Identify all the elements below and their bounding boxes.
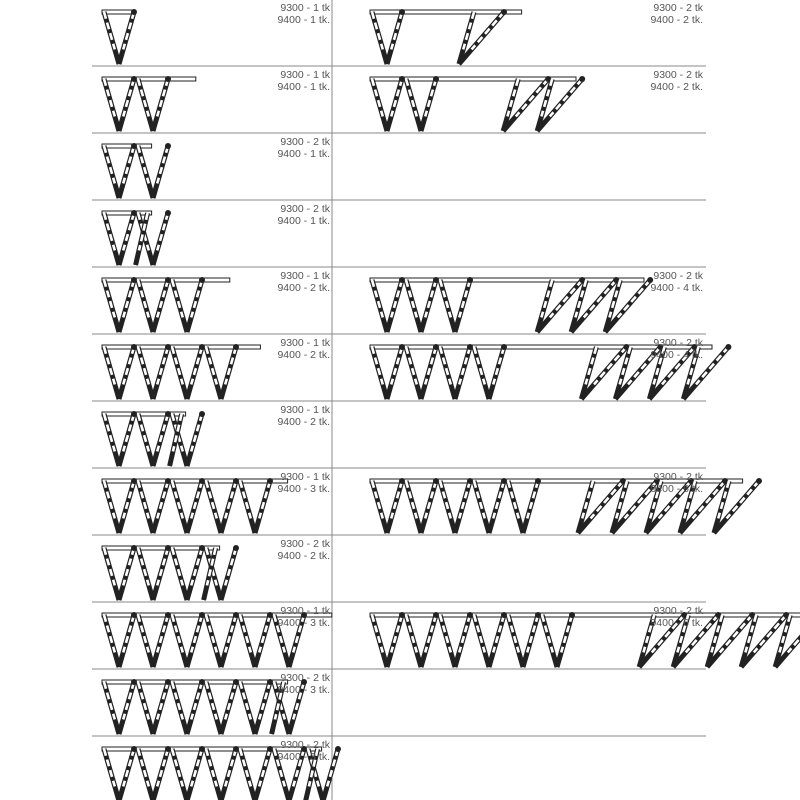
quantity-9400: 9400 - 2 tk.	[277, 349, 330, 361]
quantity-label-left-11	[277, 672, 330, 696]
leg-foot	[119, 786, 123, 800]
rack-diagram-left-8	[102, 478, 288, 533]
leg-foot	[153, 384, 157, 399]
leg-foot	[221, 585, 225, 600]
rail-clamp	[233, 545, 239, 551]
quantity-9400: 9400 - 3 tk.	[277, 751, 330, 763]
rail-clamp	[725, 344, 731, 350]
leg-foot	[255, 652, 259, 667]
quantity-9300: 9300 - 1 tk	[280, 270, 330, 282]
leg-foot	[153, 585, 157, 600]
rail-clamp	[267, 478, 273, 484]
quantity-9300: 9300 - 2 tk	[653, 270, 703, 282]
leg-foot	[455, 317, 459, 332]
leg-foot	[119, 518, 123, 533]
leg-foot	[119, 116, 123, 131]
leg-foot	[153, 250, 157, 265]
leg-foot	[187, 451, 191, 466]
leg-foot	[489, 518, 493, 533]
rail-clamp	[569, 612, 575, 618]
quantity-label-right-10	[650, 605, 703, 629]
quantity-label-right-6	[650, 337, 703, 361]
rail-clamp	[501, 9, 507, 15]
quantity-9300: 9300 - 2 tk	[280, 203, 330, 215]
quantity-label-right-1	[650, 2, 703, 26]
quantity-9400: 9400 - 6 tk.	[650, 617, 703, 629]
quantity-label-left-7	[277, 404, 330, 428]
rail-clamp	[199, 411, 205, 417]
quantity-label-left-6	[277, 337, 330, 361]
top-rail	[102, 144, 152, 148]
rail-clamp	[165, 143, 171, 149]
leg-foot	[221, 719, 225, 734]
leg-foot	[187, 518, 191, 533]
quantity-9400: 9400 - 2 tk.	[277, 416, 330, 428]
quantity-label-right-8	[650, 471, 703, 495]
rack-diagram-left-2	[102, 76, 196, 131]
quantity-9300: 9300 - 2 tk	[653, 2, 703, 14]
leg-foot	[421, 317, 425, 332]
leg-foot	[523, 652, 527, 667]
rack-diagram-right-8	[370, 478, 762, 533]
leg-foot	[119, 250, 123, 265]
quantity-9300: 9300 - 2 tk	[280, 672, 330, 684]
rail-clamp	[433, 76, 439, 82]
quantity-9300: 9300 - 2 tk	[280, 538, 330, 550]
quantity-label-left-10	[277, 605, 330, 629]
leg-foot	[221, 652, 225, 667]
quantity-9400: 9400 - 4 tk.	[650, 349, 703, 361]
rack-drawings	[102, 9, 800, 800]
quantity-9400: 9400 - 3 tk.	[277, 617, 330, 629]
quantity-9300: 9300 - 2 tk	[653, 471, 703, 483]
quantity-label-left-12	[277, 739, 330, 763]
quantity-9400: 9400 - 4 tk.	[650, 282, 703, 294]
rail-clamp	[579, 76, 585, 82]
leg-foot	[187, 652, 191, 667]
leg-foot	[421, 652, 425, 667]
top-rail	[102, 77, 196, 81]
leg-foot	[489, 652, 493, 667]
leg-foot	[455, 652, 459, 667]
quantity-9300: 9300 - 1 tk	[280, 2, 330, 14]
quantity-9300: 9300 - 2 tk	[653, 605, 703, 617]
leg-foot	[255, 786, 259, 800]
quantity-label-left-2	[277, 69, 330, 93]
leg-foot	[421, 116, 425, 131]
leg-foot	[119, 652, 123, 667]
rail-clamp	[535, 478, 541, 484]
quantity-9400: 9400 - 1 tk.	[277, 148, 330, 160]
rail-clamp	[165, 210, 171, 216]
top-rail	[102, 680, 288, 684]
leg-foot	[153, 317, 157, 332]
leg-foot	[153, 518, 157, 533]
rack-diagram-right-1	[370, 9, 522, 64]
leg-foot	[187, 384, 191, 399]
quantity-9400: 9400 - 3 tk.	[277, 483, 330, 495]
leg-foot	[387, 384, 391, 399]
rail-clamp	[199, 277, 205, 283]
quantity-label-right-2	[650, 69, 703, 93]
quantity-9300: 9300 - 1 tk	[280, 471, 330, 483]
rack-diagram-left-3	[102, 143, 171, 198]
leg-foot	[455, 384, 459, 399]
leg-foot	[153, 652, 157, 667]
leg-foot	[255, 518, 259, 533]
leg-foot	[387, 317, 391, 332]
leg-foot	[153, 451, 157, 466]
leg-foot	[119, 384, 123, 399]
quantity-9400: 9400 - 2 tk.	[277, 550, 330, 562]
rack-diagram-left-11	[102, 679, 307, 734]
leg-foot	[221, 384, 225, 399]
leg-foot	[289, 786, 293, 800]
rack-diagram-left-5	[102, 277, 230, 332]
quantity-9400: 9400 - 2 tk.	[650, 14, 703, 26]
quantity-9300: 9300 - 1 tk	[280, 404, 330, 416]
quantity-9300: 9300 - 1 tk	[280, 605, 330, 617]
leg-foot	[489, 384, 493, 399]
quantity-9300: 9300 - 2 tk	[280, 739, 330, 751]
leg-foot	[119, 317, 123, 332]
leg-foot	[119, 49, 123, 64]
leg-foot	[221, 786, 225, 800]
rail-clamp	[335, 746, 341, 752]
quantity-label-right-5	[650, 270, 703, 294]
quantity-label-left-9	[277, 538, 330, 562]
leg-foot	[289, 719, 293, 734]
leg-foot	[119, 585, 123, 600]
top-rail	[370, 278, 644, 282]
leg-foot	[187, 317, 191, 332]
rack-diagram-left-7	[102, 411, 205, 466]
leg-foot	[455, 518, 459, 533]
leg-foot	[153, 719, 157, 734]
quantity-label-left-8	[277, 471, 330, 495]
leg-foot	[523, 518, 527, 533]
top-rail	[370, 10, 522, 14]
leg-foot	[187, 786, 191, 800]
leg-foot	[387, 116, 391, 131]
quantity-9400: 9400 - 2 tk.	[277, 282, 330, 294]
leg-foot	[557, 652, 561, 667]
leg-foot	[187, 719, 191, 734]
rail-clamp	[233, 344, 239, 350]
quantity-label-left-1	[277, 2, 330, 26]
rack-diagram-right-10	[370, 612, 800, 667]
quantity-9400: 9400 - 1 tk.	[277, 14, 330, 26]
leg-foot	[153, 116, 157, 131]
leg-foot	[421, 518, 425, 533]
leg-foot	[387, 518, 391, 533]
rack-diagram-right-5	[370, 277, 653, 332]
rail-clamp	[131, 9, 137, 15]
leg-foot	[187, 585, 191, 600]
rail-clamp	[399, 9, 405, 15]
top-rail	[102, 479, 288, 483]
quantity-9300: 9300 - 2 tk	[280, 136, 330, 148]
rail-clamp	[165, 76, 171, 82]
leg-foot	[221, 518, 225, 533]
top-rail	[102, 211, 152, 215]
quantity-9400: 9400 - 1 tk.	[277, 81, 330, 93]
leg-foot	[119, 183, 123, 198]
rack-diagram-left-6	[102, 344, 260, 399]
quantity-9300: 9300 - 1 tk	[280, 337, 330, 349]
leg-foot	[289, 652, 293, 667]
quantity-label-left-5	[277, 270, 330, 294]
leg-foot	[255, 719, 259, 734]
quantity-9400: 9400 - 3 tk.	[277, 684, 330, 696]
rack-diagram-right-2	[370, 76, 585, 131]
leg-foot	[119, 719, 123, 734]
leg-foot	[323, 786, 327, 800]
leg-foot	[387, 652, 391, 667]
leg-foot	[421, 384, 425, 399]
leg-foot	[387, 49, 391, 64]
rack-diagram-left-1	[102, 9, 137, 64]
leg-foot	[153, 786, 157, 800]
leg-foot	[153, 183, 157, 198]
quantity-9300: 9300 - 1 tk	[280, 69, 330, 81]
rack-diagram-left-4	[102, 210, 171, 265]
rail-clamp	[467, 277, 473, 283]
quantity-9300: 9300 - 2 tk	[653, 69, 703, 81]
rail-clamp	[756, 478, 762, 484]
rail-clamp	[501, 344, 507, 350]
quantity-label-left-3	[277, 136, 330, 160]
quantity-9400: 9400 - 6 tk.	[650, 483, 703, 495]
leg-foot	[119, 451, 123, 466]
rack-diagram-left-9	[102, 545, 239, 600]
quantity-9400: 9400 - 2 tk.	[650, 81, 703, 93]
quantity-9300: 9300 - 2 tk	[653, 337, 703, 349]
quantity-9400: 9400 - 1 tk.	[277, 215, 330, 227]
quantity-label-left-4	[277, 203, 330, 227]
